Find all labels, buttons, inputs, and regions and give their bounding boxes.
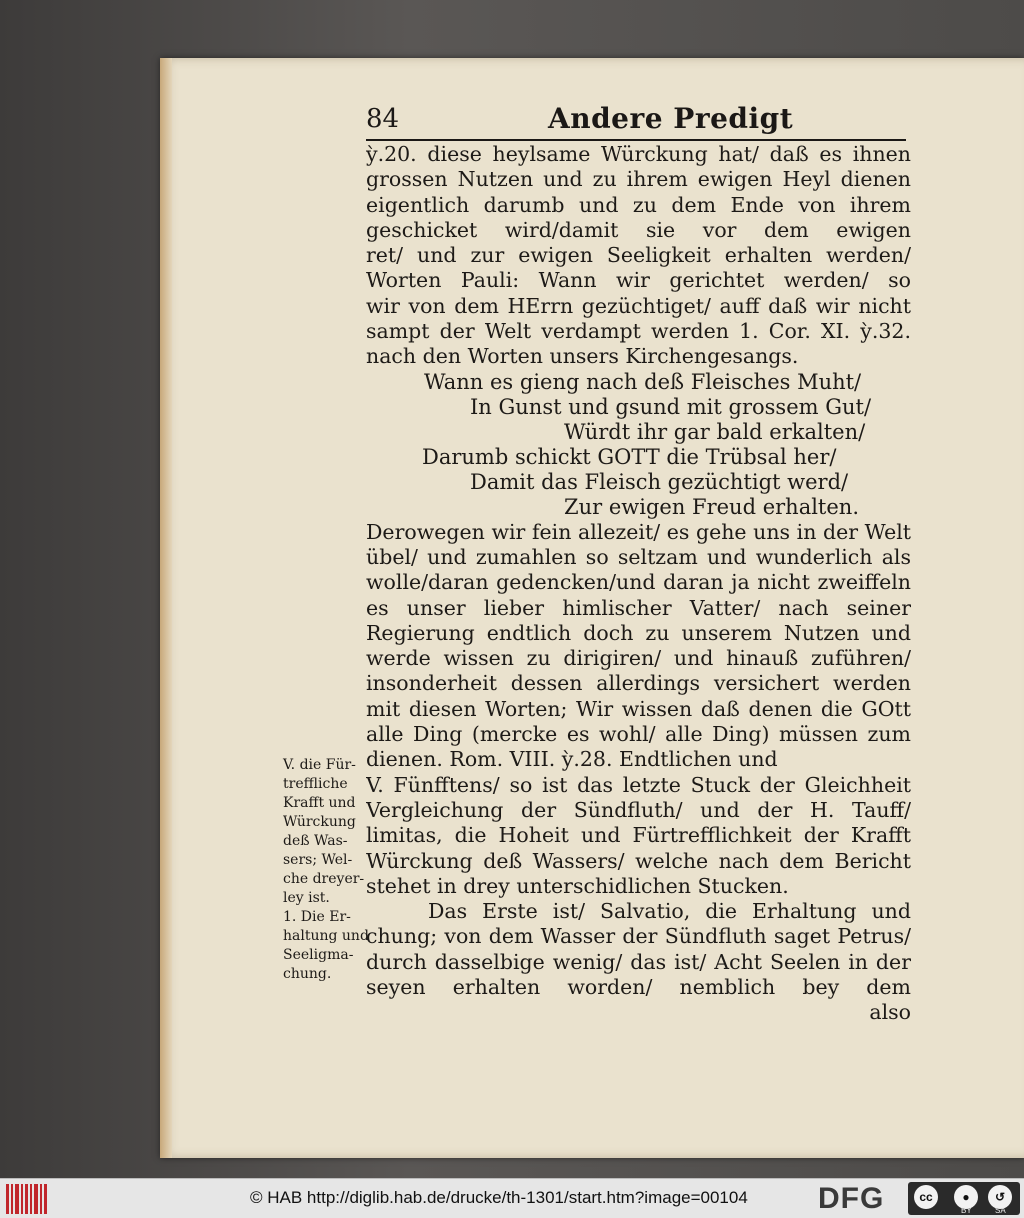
margin-line: 1. Die Er- bbox=[283, 909, 351, 925]
text-line: Würckung deß Wassers/ welche nach dem Bericht bbox=[366, 848, 911, 873]
verse-line: Damit das Fleisch gezüchtigt werd/ bbox=[470, 469, 849, 494]
text-line: werde wissen zu dirigiren/ und hinauß zuführen/ bbox=[366, 646, 911, 671]
margin-note bbox=[283, 908, 375, 984]
page-number: 84 bbox=[366, 104, 400, 134]
text-line: stehet in drey unterschidlichen Stucken. bbox=[366, 873, 789, 898]
text-line: Regierung endtlich doch zu unserem Nutzen und bbox=[366, 620, 911, 645]
text-line: Das Erste ist/ Salvatio, die Erhaltung und bbox=[428, 899, 911, 924]
page-edge bbox=[160, 58, 172, 1158]
text-line: Derowegen wir fein allezeit/ es gehe uns in der Welt bbox=[366, 519, 911, 544]
text-line: insonderheit dessen allerdings versichert werden bbox=[366, 671, 911, 696]
viewer-footer bbox=[0, 1178, 1024, 1218]
text-line: wolle/daran gedencken/und daran ja nicht zweiffeln bbox=[366, 570, 911, 595]
text-line: durch dasselbige wenig/ das ist/ Acht Seelen in der bbox=[366, 949, 911, 974]
text-line: ret/ und zur ewigen Seeligkeit erhalten werden/ bbox=[366, 243, 911, 268]
margin-line: haltung und bbox=[283, 928, 369, 944]
share-alike-icon: ↺ bbox=[988, 1185, 1012, 1209]
verse-line: In Gunst und gsund mit grossem Gut/ bbox=[470, 394, 872, 419]
copyright-link[interactable]: © HAB http://diglib.hab.de/drucke/th-1301/start.htm?image=00104 bbox=[250, 1188, 748, 1207]
text-line: wir von dem HErrn gezüchtiget/ auff daß wir nicht bbox=[366, 293, 911, 318]
header-rule bbox=[366, 139, 906, 141]
margin-line: Würckung bbox=[283, 814, 356, 830]
text-line: mit diesen Worten; Wir wissen daß denen die GOtt bbox=[366, 696, 911, 721]
page-header bbox=[366, 100, 906, 140]
by-label: BY bbox=[961, 1206, 972, 1215]
verse-line: Würdt ihr gar bald erkalten/ bbox=[564, 419, 866, 444]
text-line: Vergleichung der Sündfluth/ und der H. Tauff/ bbox=[366, 797, 911, 822]
margin-line: chung. bbox=[283, 966, 332, 982]
text-line: V. Fünfftens/ so ist das letzte Stuck der Gleichheit bbox=[366, 772, 911, 797]
hab-logo bbox=[6, 1184, 48, 1214]
text-line: eigentlich darumb und zu dem Ende von ihrem bbox=[366, 192, 911, 217]
verse-line: Zur ewigen Freud erhalten. bbox=[564, 494, 859, 519]
text-line: alle Ding (mercke es wohl/ alle Ding) müssen zum bbox=[366, 722, 911, 747]
text-line: limitas, die Hoheit und Fürtrefflichkeit der Krafft bbox=[366, 823, 911, 848]
text-line: chung; von dem Wasser der Sündfluth saget Petrus/ bbox=[366, 924, 911, 949]
attribution-icon: ● bbox=[954, 1185, 978, 1209]
main-text bbox=[366, 142, 911, 1026]
catchword: also bbox=[869, 1000, 911, 1025]
text-line: dienen. Rom. VIII. ỳ.28. Endtlichen und bbox=[366, 747, 778, 772]
margin-line: Seeligma- bbox=[283, 947, 354, 963]
sa-label: SA bbox=[995, 1206, 1006, 1215]
margin-line: Krafft und bbox=[283, 795, 356, 811]
margin-line: treffliche bbox=[283, 776, 348, 792]
margin-line: che dreyer- bbox=[283, 871, 365, 887]
dfg-logo: DFG bbox=[818, 1182, 885, 1215]
text-line: geschicket wird/damit sie vor dem ewigen bbox=[366, 217, 911, 242]
text-line: Worten Pauli: Wann wir gerichtet werden/ so bbox=[366, 268, 911, 293]
margin-line: deß Was- bbox=[283, 833, 348, 849]
text-line: grossen Nutzen und zu ihrem ewigen Heyl dienen bbox=[366, 167, 911, 192]
text-line: es unser lieber himlischer Vatter/ nach seiner bbox=[366, 595, 911, 620]
running-head: Andere Predigt bbox=[548, 102, 794, 135]
margin-line: ley ist. bbox=[283, 890, 330, 906]
cc-license-badge[interactable] bbox=[908, 1182, 1020, 1215]
text-line: übel/ und zumahlen so seltzam und wunderlich als bbox=[366, 544, 911, 569]
verse-line: Wann es gieng nach deß Fleisches Muht/ bbox=[424, 369, 862, 394]
margin-line: sers; Wel- bbox=[283, 852, 353, 868]
cc-icon: cc bbox=[914, 1185, 938, 1209]
text-line: nach den Worten unsers Kirchengesangs. bbox=[366, 344, 799, 369]
margin-line: V. die Für- bbox=[283, 757, 356, 773]
text-line: ỳ.20. diese heylsame Würckung hat/ daß es ihnen bbox=[366, 142, 911, 166]
verse-line: Darumb schickt GOTT die Trübsal her/ bbox=[422, 444, 837, 469]
show-through-text bbox=[924, 90, 1024, 650]
text-line: seyen erhalten worden/ nemblich bey dem bbox=[366, 975, 911, 1000]
margin-note bbox=[283, 756, 375, 908]
text-line: sampt der Welt verdampt werden 1. Cor. XI. ỳ.32. bbox=[366, 319, 911, 344]
